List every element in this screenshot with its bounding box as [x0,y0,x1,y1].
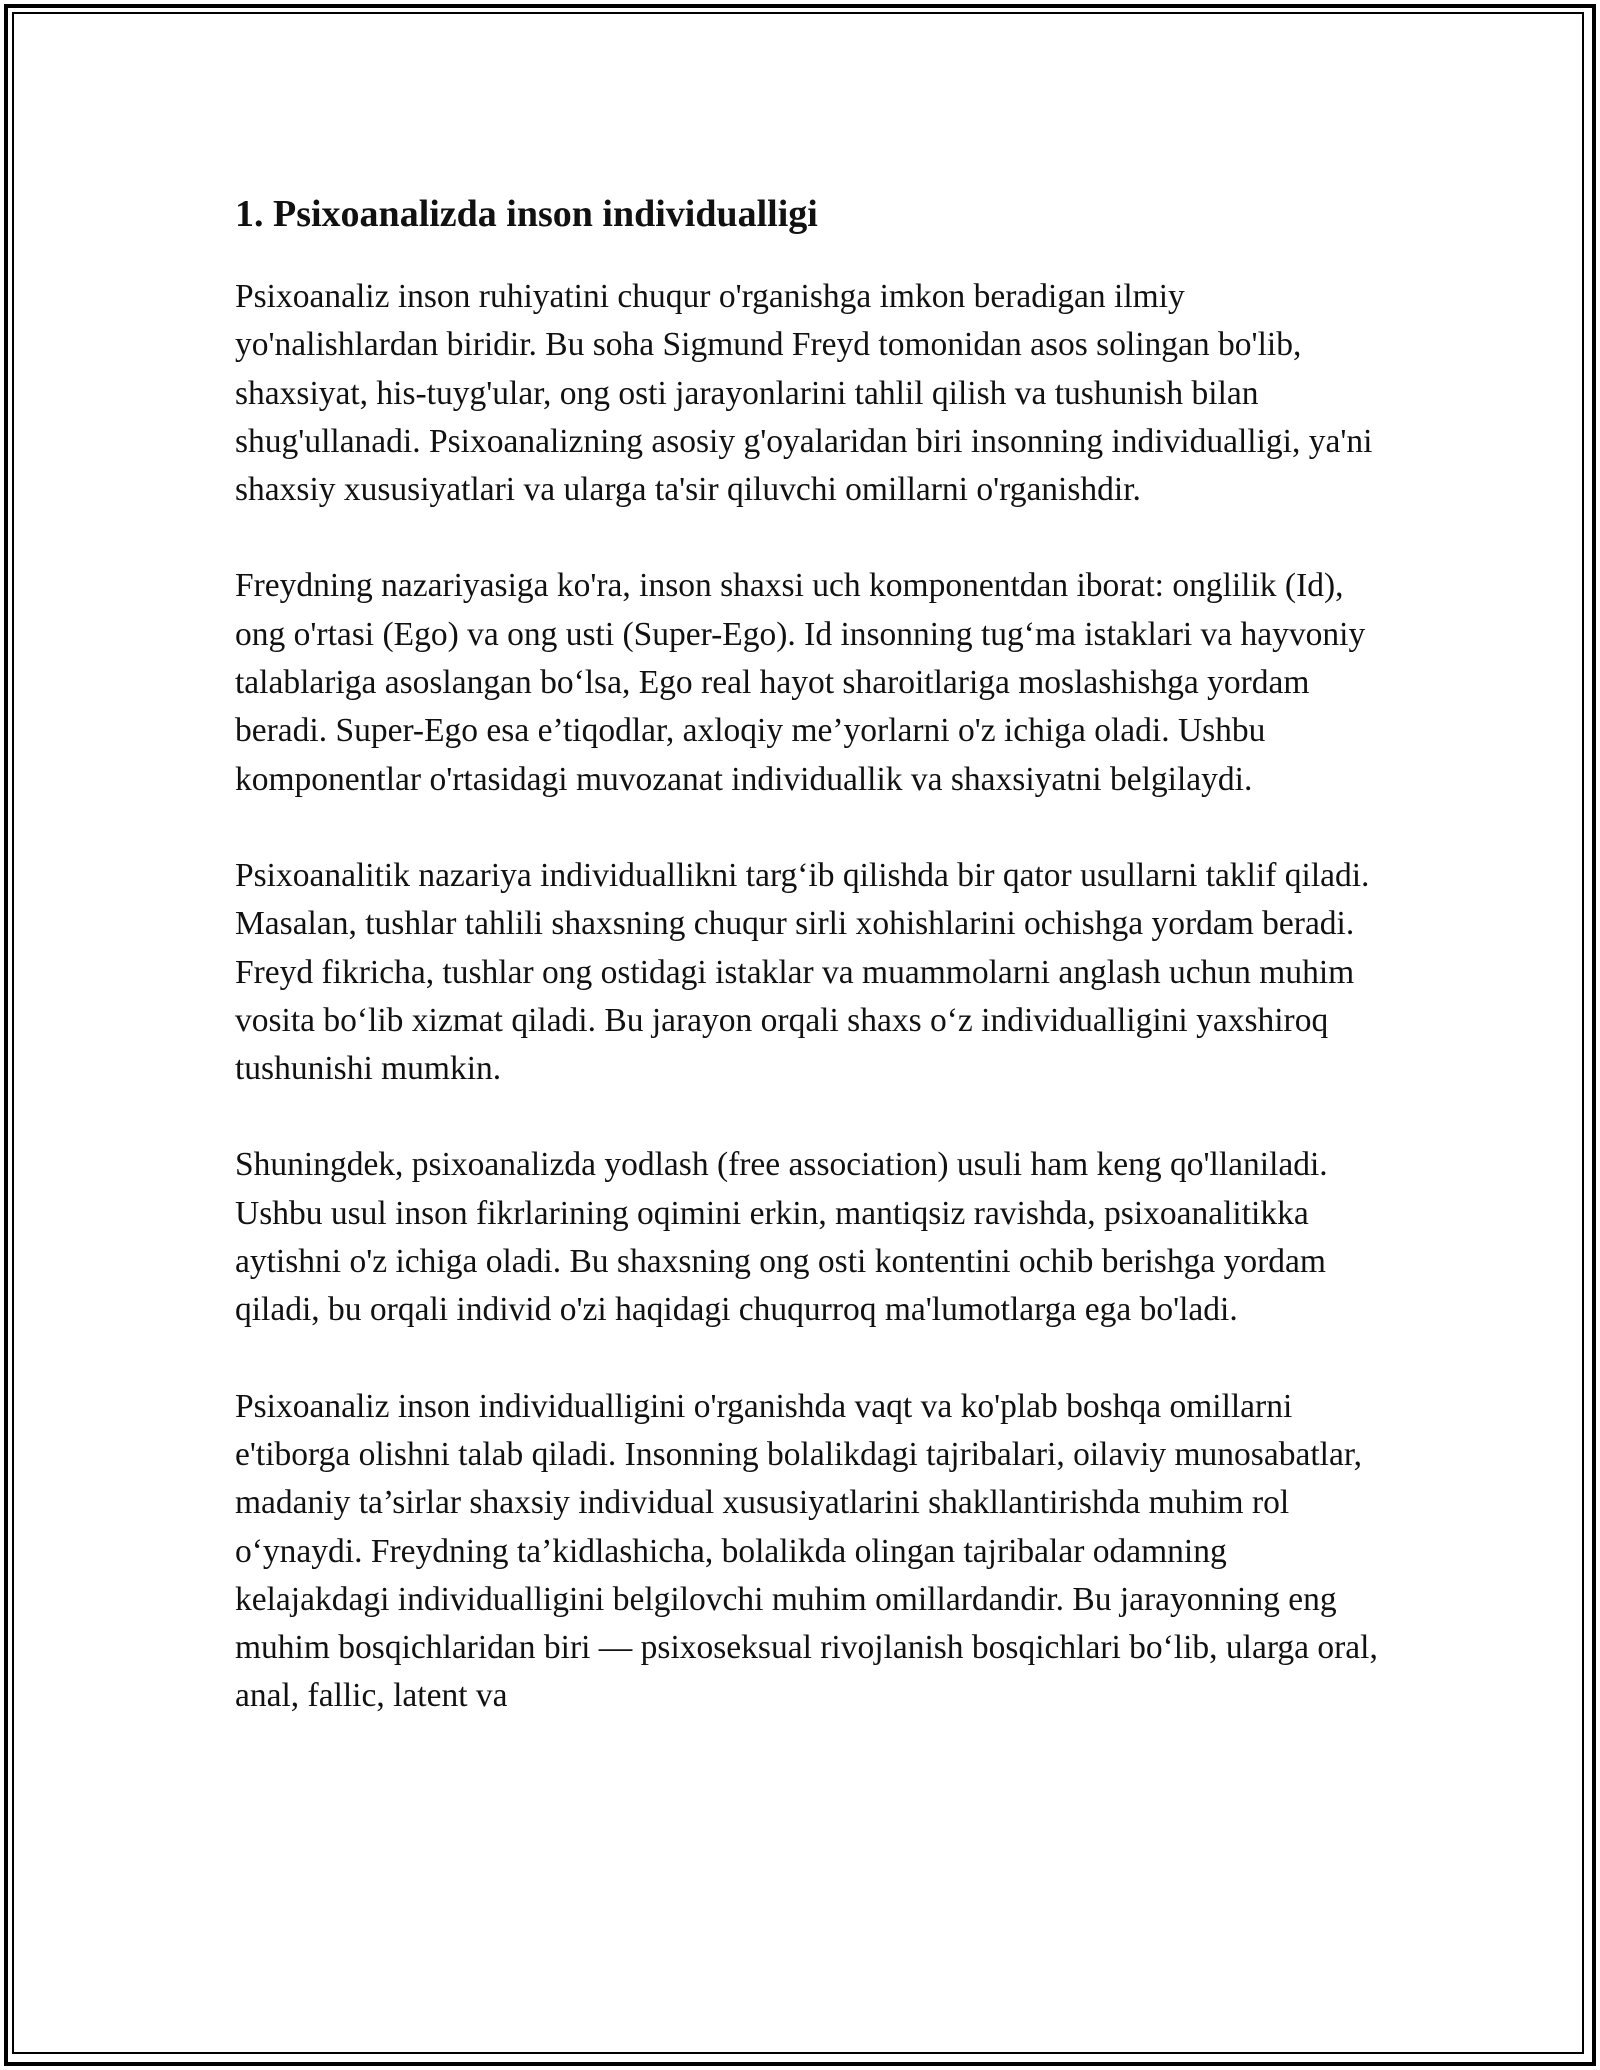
paragraph-4: Shuningdek, psixoanalizda yodlash (free association) usuli ham keng qo'llaniladi. Ushbu usul inson fikrlarining oqimini erkin, mantiqsiz ravishda, psixoanalitikka aytishni o'z ichiga oladi. Bu shaxsning ong osti kontentini ochib berishga yordam qiladi, bu orqali individ o'zi haqidagi chuqurroq ma'lumotlarga ega bo'ladi. [235,1146,1328,1329]
paragraph-3: Psixoanalitik nazariya individuallikni targ‘ib qilishda bir qator usullarni taklif qiladi. Masalan, tushlar tahlili shaxsning chuqur sirli xohishlarini ochishga yordam beradi. Freyd fikricha, tushlar ong ostidagi istaklar va muammolarni anglash uchun muhim vosita bo‘lib xizmat qiladi. Bu jarayon orqali shaxs o‘z individualligini yaxshiroq tushunishi mumkin. [235,856,1370,1088]
paragraph-2: Freydning nazariyasiga ko'ra, inson shaxsi uch komponentdan iborat: onglilik (Id), ong o'rtasi (Ego) va ong usti (Super-Ego). Id insonning tug‘ma istaklari va hayvoniy talablariga asoslangan bo‘lsa, Ego real hayot sharoitlariga moslashishga yordam beradi. Super-Ego esa e’tiqodlar, axloqiy me’yorlarni o'z ichiga oladi. Ushbu komponentlar o'rtasidagi muvozanat individuallik va shaxsiyatni belgilaydi. [235,567,1366,798]
document-title: 1. Psixoanalizda inson individualligi [235,193,818,235]
paragraph-5: Psixoanaliz inson individualligini o'rganishda vaqt va ko'plab boshqa omillarni e'tiborga olishni talab qiladi. Insonning bolalikdagi tajribalari, oilaviy munosabatlar, madaniy ta’sirlar shaxsiy individual xususiyatlarini shakllantirishda muhim rol o‘ynaydi. Freydning ta’kidlashicha, bolalikda olingan tajribalar odamning kelajakdagi individualligini belgilovchi muhim omillardandir. Bu jarayonning eng muhim bosqichlaridan biri — psixoseksual rivojlanish bosqichlari bo‘lib, ularga oral, anal, fallic, latent va [235,1387,1378,1715]
paragraph-1: Psixoanaliz inson ruhiyatini chuqur o'rganishga imkon beradigan ilmiy yo'nalishlardan biridir. Bu soha Sigmund Freyd tomonidan asos solingan bo'lib, shaxsiyat, his-tuyg'ular, ong osti jarayonlarini tahlil qilish va tushunish bilan shug'ullanadi. Psixoanalizning asosiy g'oyalaridan biri insonning individualligi, ya'ni shaxsiy xususiyatlari va ularga ta'sir qiluvchi omillarni o'rganishdir. [235,278,1373,509]
document-body [235,187,1385,1769]
